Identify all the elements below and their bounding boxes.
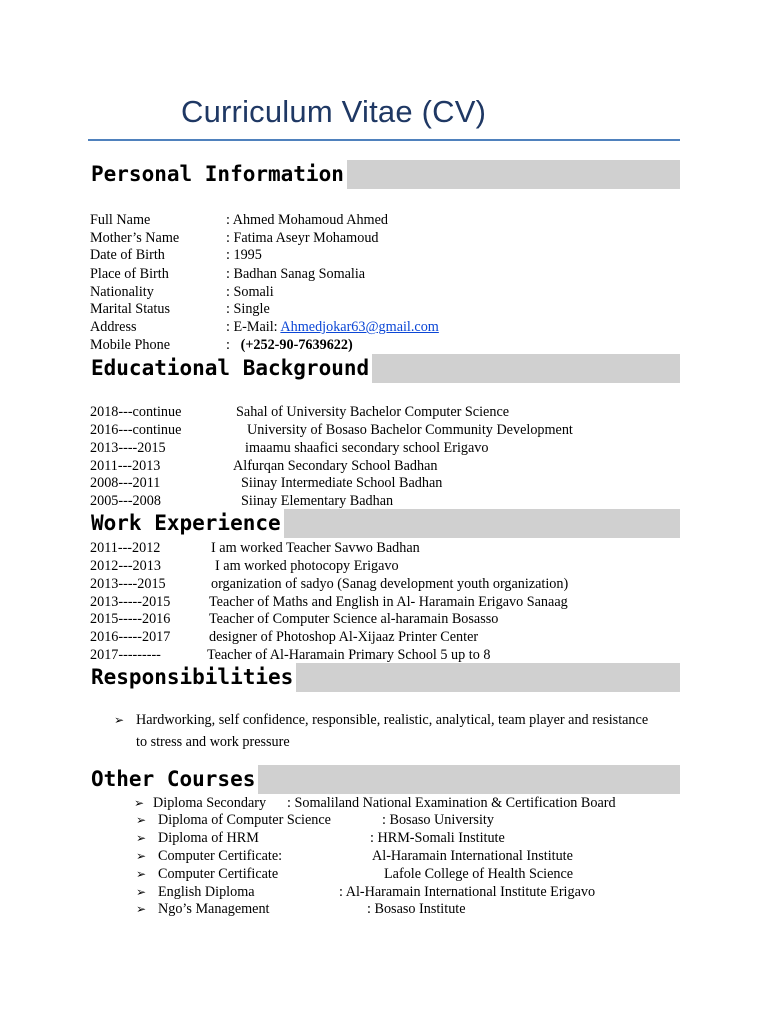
work-period: 2012---2013 bbox=[90, 558, 161, 574]
edu-period: 2016---continue bbox=[90, 422, 182, 438]
course-institution: : Bosaso University bbox=[382, 812, 494, 828]
section-heading: Personal Information bbox=[88, 160, 347, 189]
work-period: 2013----2015 bbox=[90, 576, 166, 592]
label-date-of-birth: Date of Birth bbox=[90, 247, 165, 263]
course-institution: Al-Haramain International Institute bbox=[372, 848, 573, 864]
course-name: Computer Certificate bbox=[158, 866, 279, 882]
value-address bbox=[226, 318, 439, 336]
cv-title: Curriculum Vitae (CV) bbox=[181, 94, 487, 129]
section-heading: Educational Background bbox=[88, 354, 372, 383]
course-institution: : Bosaso Institute bbox=[367, 901, 466, 917]
edu-entry: Sahal of University Bachelor Computer Science bbox=[236, 404, 510, 420]
label-mothers-name: Mother’s Name bbox=[90, 230, 180, 246]
edu-period: 2005---2008 bbox=[90, 493, 161, 509]
course-name: Diploma Secondary bbox=[153, 795, 267, 811]
arrowhead-bullet-icon: ➢ bbox=[136, 813, 147, 827]
arrowhead-bullet-icon: ➢ bbox=[114, 713, 125, 727]
edu-period: 2008---2011 bbox=[90, 475, 161, 491]
label-full-name: Full Name bbox=[90, 212, 151, 228]
label-nationality: Nationality bbox=[90, 284, 154, 300]
phone-prefix: : bbox=[226, 337, 241, 353]
email-prefix: : E-Mail: bbox=[226, 319, 281, 335]
label-address: Address bbox=[90, 319, 137, 335]
label-marital-status: Marital Status bbox=[90, 301, 170, 317]
label-mobile-phone: Mobile Phone bbox=[90, 337, 170, 353]
course-name: Ngo’s Management bbox=[158, 901, 270, 917]
course-name: English Diploma bbox=[158, 884, 255, 900]
course-institution: : Al-Haramain International Institute Erigavo bbox=[339, 884, 596, 900]
edu-entry: University of Bosaso Bachelor Community Development bbox=[247, 422, 573, 438]
work-entry: organization of sadyo (Sanag development youth organization) bbox=[211, 576, 569, 592]
work-entry: I am worked photocopy Erigavo bbox=[215, 558, 399, 574]
work-entry: designer of Photoshop Al-Xijaaz Printer Center bbox=[209, 629, 479, 645]
work-period: 2015-----2016 bbox=[90, 611, 171, 627]
title-divider bbox=[88, 139, 680, 141]
edu-entry: Alfurqan Secondary School Badhan bbox=[233, 458, 438, 474]
course-institution: : HRM-Somali Institute bbox=[370, 830, 505, 846]
work-entry: I am worked Teacher Savwo Badhan bbox=[211, 540, 420, 556]
value-date-of-birth: : 1995 bbox=[226, 247, 262, 263]
edu-entry: imaamu shaafici secondary school Erigavo bbox=[245, 440, 489, 456]
work-period: 2016-----2017 bbox=[90, 629, 171, 645]
arrowhead-bullet-icon: ➢ bbox=[136, 867, 147, 881]
arrowhead-bullet-icon: ➢ bbox=[136, 849, 147, 863]
edu-period: 2011---2013 bbox=[90, 458, 161, 474]
arrowhead-bullet-icon: ➢ bbox=[136, 831, 147, 845]
section-responsibilities bbox=[88, 663, 680, 692]
value-nationality: : Somali bbox=[226, 284, 274, 300]
section-heading: Responsibilities bbox=[88, 663, 296, 692]
label-place-of-birth: Place of Birth bbox=[90, 266, 169, 282]
section-heading: Work Experience bbox=[88, 509, 284, 538]
responsibilities-text-line-1: Hardworking, self confidence, responsible, realistic, analytical, team player and resistance bbox=[136, 712, 649, 728]
email-link[interactable]: Ahmedjokar63@gmail.com bbox=[280, 319, 439, 335]
arrowhead-bullet-icon: ➢ bbox=[136, 902, 147, 916]
section-other-courses bbox=[88, 765, 680, 794]
value-marital-status: : Single bbox=[226, 301, 270, 317]
work-period: 2013-----2015 bbox=[90, 594, 171, 610]
course-institution: : Somaliland National Examination & Certification Board bbox=[287, 795, 616, 811]
section-personal-information bbox=[88, 160, 680, 189]
value-mothers-name: : Fatima Aseyr Mohamoud bbox=[226, 230, 379, 246]
section-educational-background bbox=[88, 354, 680, 383]
edu-entry: Siinay Elementary Badhan bbox=[241, 493, 394, 509]
course-name: Computer Certificate: bbox=[158, 848, 283, 864]
phone-number: (+252-90-7639622) bbox=[240, 337, 353, 353]
section-heading: Other Courses bbox=[88, 765, 258, 794]
responsibilities-text-line-2: to stress and work pressure bbox=[136, 734, 290, 750]
arrowhead-bullet-icon: ➢ bbox=[136, 885, 147, 899]
edu-period: 2013----2015 bbox=[90, 440, 166, 456]
section-work-experience bbox=[88, 509, 680, 538]
value-full-name: : Ahmed Mohamoud Ahmed bbox=[226, 212, 388, 228]
value-place-of-birth: : Badhan Sanag Somalia bbox=[226, 266, 366, 282]
work-entry: Teacher of Al-Haramain Primary School 5 up to 8 bbox=[207, 647, 491, 663]
course-name: Diploma of Computer Science bbox=[158, 812, 331, 828]
work-entry: Teacher of Maths and English in Al- Haramain Erigavo Sanaag bbox=[209, 594, 568, 610]
arrowhead-bullet-icon: ➢ bbox=[134, 796, 145, 810]
course-name: Diploma of HRM bbox=[158, 830, 259, 846]
value-mobile-phone bbox=[226, 336, 353, 354]
work-period: 2017--------- bbox=[90, 647, 161, 663]
edu-entry: Siinay Intermediate School Badhan bbox=[241, 475, 443, 491]
course-institution: Lafole College of Health Science bbox=[384, 866, 574, 882]
work-entry: Teacher of Computer Science al-haramain Bosasso bbox=[209, 611, 499, 627]
work-period: 2011---2012 bbox=[90, 540, 161, 556]
edu-period: 2018---continue bbox=[90, 404, 182, 420]
